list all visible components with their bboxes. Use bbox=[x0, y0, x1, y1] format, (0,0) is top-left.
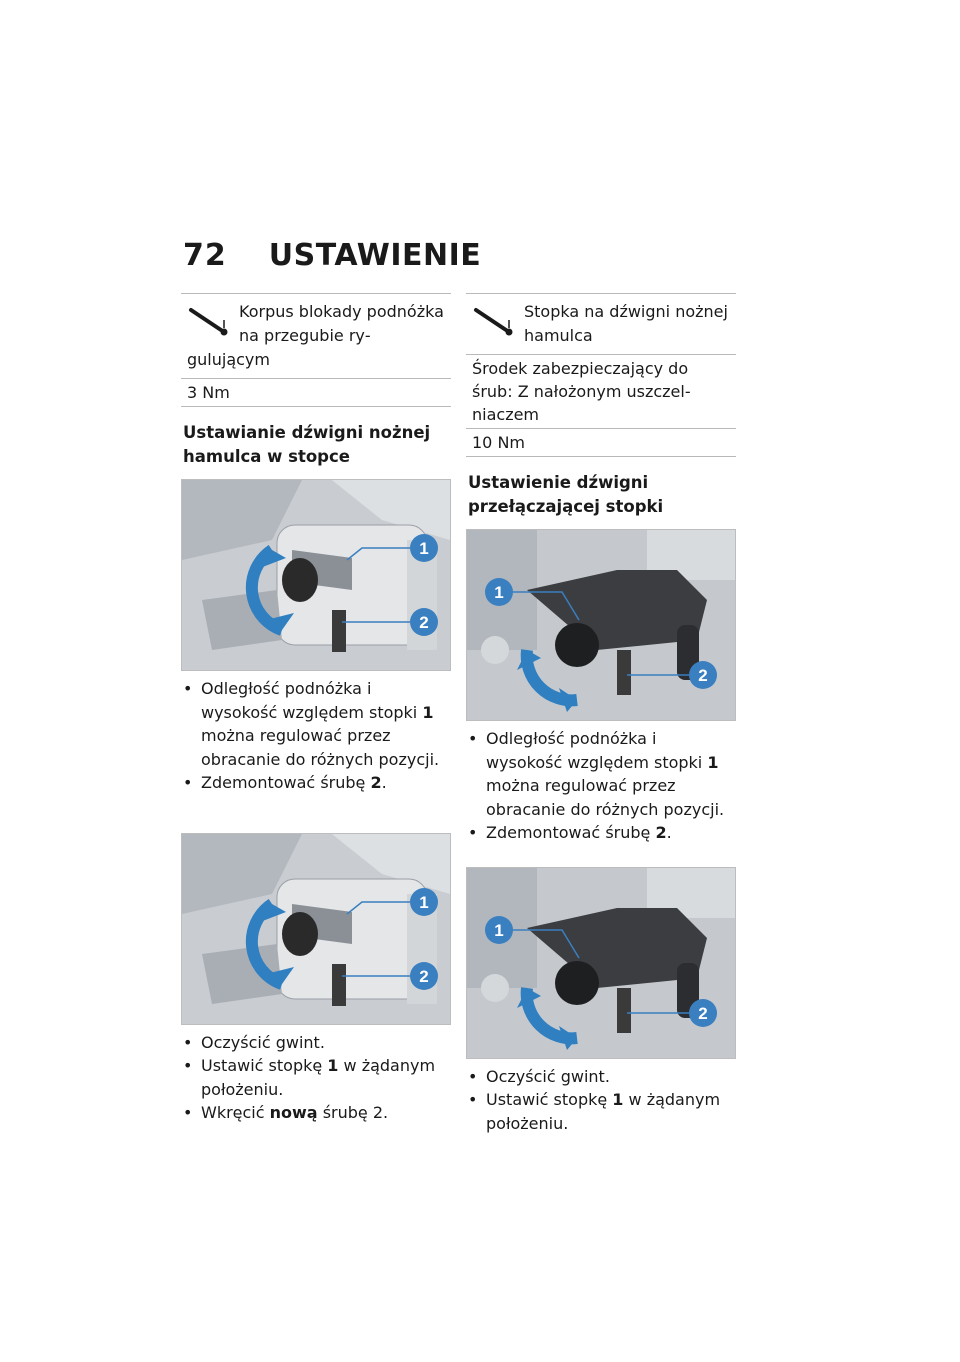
chapter-title: USTAWIENIE bbox=[268, 238, 482, 273]
torque-value: 10 Nm bbox=[466, 428, 736, 456]
list-item: • Ustawić stopkę 1 w żądanym położeniu. bbox=[468, 1090, 721, 1133]
list-item: • Wkręcić nową śrubę 2. bbox=[183, 1103, 389, 1122]
callout-1: 1 bbox=[419, 539, 429, 558]
brake-lever-photo-2 bbox=[181, 833, 451, 1025]
callout-2: 2 bbox=[698, 666, 708, 685]
torque-spec-header bbox=[181, 294, 451, 378]
callout-2: 2 bbox=[419, 613, 429, 632]
torque-value: 3 Nm bbox=[181, 378, 451, 406]
torque-description: Stopka na dźwigni nożnej hamulca bbox=[524, 302, 728, 345]
list-item: • Ustawić stopkę 1 w żądanym położeniu. bbox=[183, 1056, 436, 1099]
torque-description: Korpus blokady podnóżka na przegubie rygulującym bbox=[187, 302, 444, 369]
list-item: • Oczyścić gwint. bbox=[468, 1066, 610, 1086]
page-header bbox=[183, 238, 481, 278]
list-item: • Zdemontować śrubę 2. bbox=[468, 823, 672, 842]
section-title-brake-lever: Ustawianie dźwigni nożnej hamulca w stopce bbox=[183, 423, 431, 466]
steps-list-2 bbox=[466, 1065, 736, 1136]
shift-lever-illustration bbox=[467, 530, 735, 720]
shift-lever-illustration-2 bbox=[467, 868, 735, 1058]
torque-wrench-icon bbox=[472, 300, 522, 340]
torque-spec-table bbox=[466, 293, 736, 457]
callout-1: 1 bbox=[494, 583, 504, 602]
list-item: • Odległość podnóżka i wysokość względem stopki 1 można regulować przez obracanie do różnych pozycji. bbox=[468, 729, 725, 819]
torque-spec-header bbox=[466, 294, 736, 354]
torque-wrench-icon bbox=[187, 300, 237, 340]
brake-lever-illustration-2 bbox=[182, 834, 450, 1024]
brake-lever-photo-1 bbox=[181, 479, 451, 671]
list-item: • Odległość podnóżka i wysokość względem stopki 1 można regulować przez obracanie do różnych pozycji. bbox=[183, 679, 440, 769]
section-title-shift-lever: Ustawienie dźwigni przełączającej stopki bbox=[468, 473, 664, 516]
steps-list-1 bbox=[181, 677, 451, 795]
page-number: 72 bbox=[183, 238, 227, 273]
left-column bbox=[181, 293, 451, 1125]
right-column bbox=[466, 293, 736, 1135]
list-item: • Zdemontować śrubę 2. bbox=[183, 773, 387, 792]
torque-spec-table bbox=[181, 293, 451, 407]
list-item: • Oczyścić gwint. bbox=[183, 1032, 325, 1052]
callout-1: 1 bbox=[419, 892, 429, 912]
steps-list-2 bbox=[181, 1031, 451, 1125]
brake-lever-illustration bbox=[182, 480, 450, 670]
torque-detail: Środek zabezpieczający do śrub: Z nałożonym uszczelniaczem bbox=[466, 354, 736, 428]
callout-2: 2 bbox=[419, 966, 429, 986]
callout-1: 1 bbox=[494, 920, 504, 940]
callout-2: 2 bbox=[698, 1003, 708, 1023]
shift-lever-photo-2 bbox=[466, 867, 736, 1059]
shift-lever-photo-1 bbox=[466, 529, 736, 721]
steps-list-1 bbox=[466, 727, 736, 845]
